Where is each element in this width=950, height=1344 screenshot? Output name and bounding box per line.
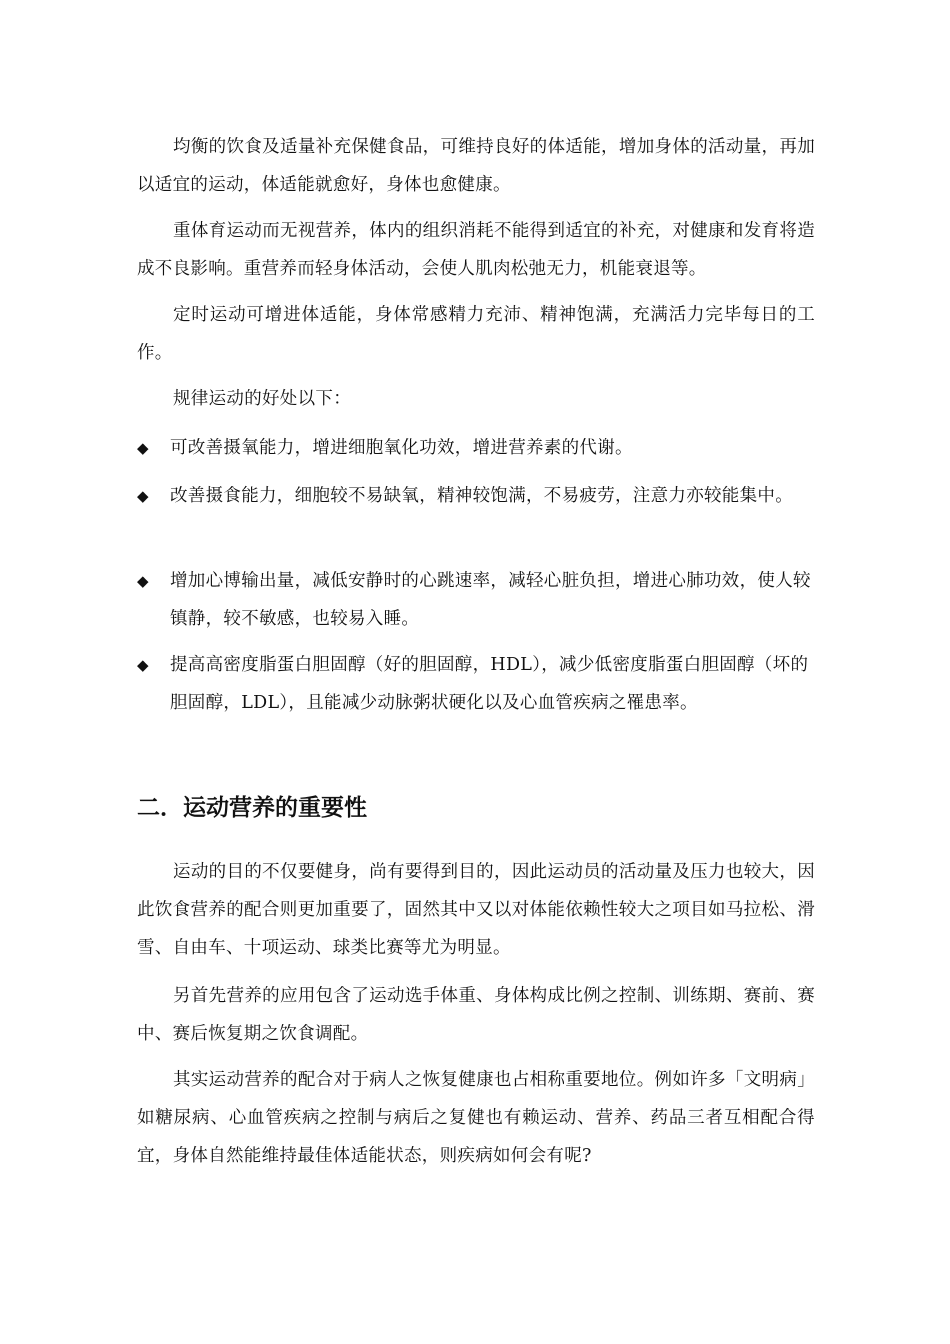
paragraph-patient-recovery: 其实运动营养的配合对于病人之恢复健康也占相称重要地位。例如许多「文明病」如糖尿病、心血管疾病之控制与病后之复健也有赖运动、营养、药品三者互相配合得宜，身体自然能维持最佳体适能状态，则疾病如何会有呢? [137, 1070, 815, 1166]
paragraph-regular-exercise: 定时运动可增进体适能，身体常感精力充沛、精神饱满，充满活力完毕每日的工作。 [137, 305, 815, 363]
paragraph-exercise-vs-nutrition: 重体育运动而无视营养，体内的组织消耗不能得到适宜的补充，对健康和发育将造成不良影响。重营养而轻身体活动，会使人肌肉松弛无力，机能衰退等。 [137, 221, 815, 279]
list-item-text: 改善摄食能力，细胞较不易缺氧，精神较饱满，不易疲劳，注意力亦较能集中。 [170, 486, 793, 506]
diamond-bullet-icon: ◆ [137, 572, 149, 590]
section-heading: 二．运动营养的重要性 [137, 795, 367, 821]
diamond-bullet-icon: ◆ [137, 656, 149, 674]
list-item-text: 增加心博输出量，减低安静时的心跳速率，减轻心脏负担，增进心肺功效，使人较镇静，较不敏感，也较易入睡。 [170, 571, 811, 629]
list-item-text: 提高高密度脂蛋白胆固醇（好的胆固醇，HDL），减少低密度脂蛋白胆固醇（坏的胆固醇，LDL），且能减少动脉粥状硬化以及心血管疾病之罹患率。 [170, 655, 809, 713]
paragraph-balanced-diet: 均衡的饮食及适量补充保健食品，可维持良好的体适能，增加身体的活动量，再加以适宜的运动，体适能就愈好，身体也愈健康。 [137, 137, 815, 195]
paragraph-sports-purpose: 运动的目的不仅要健身，尚有要得到目的，因此运动员的活动量及压力也较大，因此饮食营养的配合则更加重要了，固然其中又以对体能依赖性较大之项目如马拉松、滑雪、自由车、十项运动、球类比赛等尤为明显。 [137, 862, 815, 958]
paragraph-benefits-intro: 规律运动的好处以下： [173, 389, 351, 409]
list-item-text: 可改善摄氧能力，增进细胞氧化功效，增进营养素的代谢。 [170, 438, 633, 458]
paragraph-nutrition-application: 另首先营养的应用包含了运动选手体重、身体构成比例之控制、训练期、赛前、赛中、赛后恢复期之饮食调配。 [137, 986, 815, 1044]
diamond-bullet-icon: ◆ [137, 439, 149, 457]
diamond-bullet-icon: ◆ [137, 487, 149, 505]
